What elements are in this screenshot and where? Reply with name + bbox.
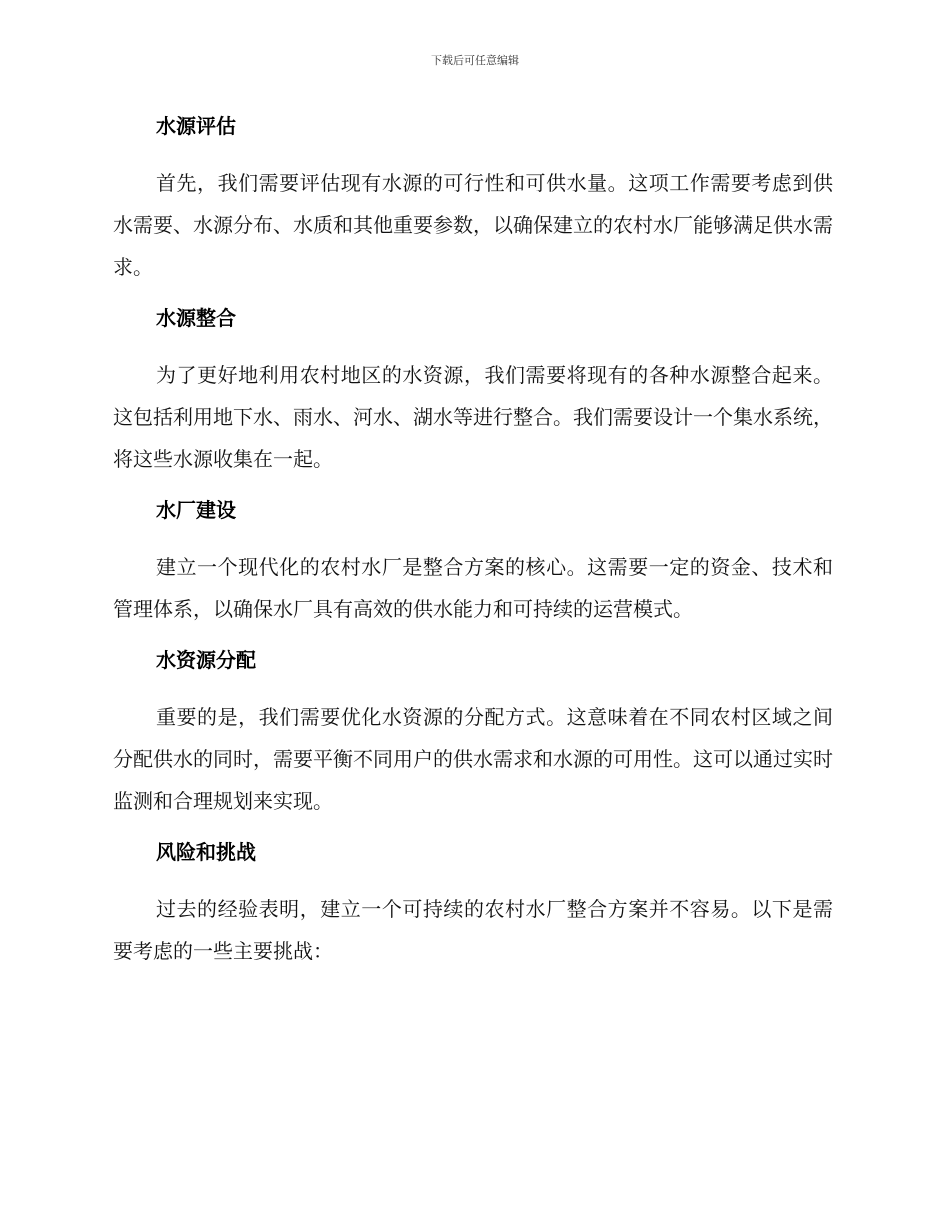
section-heading-water-plant-construction: 水厂建设: [156, 498, 236, 522]
document-body: [113, 108, 833, 972]
section-paragraph-water-source-assessment: 首先，我们需要评估现有水源的可行性和可供水量。这项工作需要考虑到供水需要、水源分布、水质和其他重要参数，以确保建立的农村水厂能够满足供水需求。: [113, 171, 833, 279]
section-paragraph-risks-and-challenges: 过去的经验表明，建立一个可持续的农村水厂整合方案并不容易。以下是需要考虑的一些主要挑战：: [113, 897, 833, 963]
section-heading-water-source-integration: 水源整合: [156, 306, 236, 330]
section-heading-water-source-assessment: 水源评估: [156, 114, 236, 138]
section-paragraph-water-resource-allocation: 重要的是，我们需要优化水资源的分配方式。这意味着在不同农村区域之间分配供水的同时，需要平衡不同用户的供水需求和水源的可用性。这可以通过实时监测和合理规划来实现。: [113, 705, 833, 813]
section-heading-risks-and-challenges: 风险和挑战: [156, 840, 256, 864]
section-heading-water-resource-allocation: 水资源分配: [156, 648, 256, 672]
page-header: 下载后可任意编辑: [431, 54, 519, 67]
section-paragraph-water-source-integration: 为了更好地利用农村地区的水资源，我们需要将现有的各种水源整合起来。这包括利用地下水、雨水、河水、湖水等进行整合。我们需要设计一个集水系统，将这些水源收集在一起。: [113, 363, 833, 471]
section-paragraph-water-plant-construction: 建立一个现代化的农村水厂是整合方案的核心。这需要一定的资金、技术和管理体系，以确保水厂具有高效的供水能力和可持续的运营模式。: [113, 555, 833, 621]
